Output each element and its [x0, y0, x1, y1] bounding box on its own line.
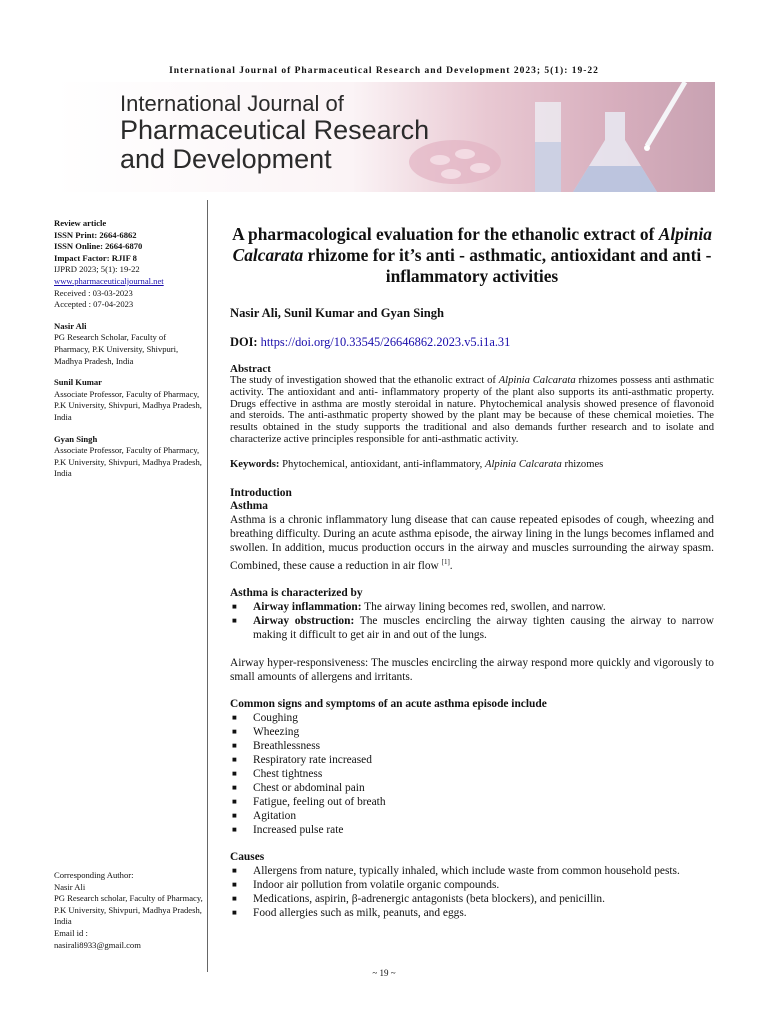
list-item: ■ Coughing	[230, 711, 714, 725]
author-name: Gyan Singh	[54, 433, 98, 444]
list-item: ■ Wheezing	[230, 725, 714, 739]
banner-line-1: International Journal of	[120, 91, 344, 116]
doi-line	[230, 335, 714, 350]
email-label: Email id :	[54, 927, 88, 938]
introduction-heading: Introduction	[230, 486, 292, 499]
list-item: ■ Airway inflammation: The airway lining becomes red, swollen, and narrow.	[230, 600, 714, 614]
list-item: ■ Increased pulse rate	[230, 823, 714, 837]
author-block-3	[54, 434, 204, 480]
characterized-list	[230, 600, 714, 642]
banner-line-3: and Development	[120, 143, 332, 174]
author-name: Sunil Kumar	[54, 377, 102, 388]
corresponding-author-name: Nasir Ali	[54, 881, 86, 892]
list-item: ■ Agitation	[230, 809, 714, 823]
author-block-2	[54, 377, 204, 423]
keywords: Keywords: Phytochemical, antioxidant, anti-inflammatory, Alpinia Calcarata rhizomes	[230, 458, 604, 470]
signs-list	[230, 711, 714, 837]
list-item: ■ Breathlessness	[230, 739, 714, 753]
journal-website-link[interactable]: www.pharmaceuticaljournal.net	[54, 275, 164, 286]
banner-title	[120, 92, 429, 174]
email-address: nasirali8933@gmail.com	[54, 939, 141, 950]
accepted-date: Accepted : 07-04-2023	[54, 299, 134, 310]
list-item: ■ Fatigue, feeling out of breath	[230, 795, 714, 809]
page-number: ~ 19 ~	[372, 968, 396, 978]
ijprd-citation: IJPRD 2023; 5(1): 19-22	[54, 264, 140, 275]
corresponding-author-heading: Corresponding Author:	[54, 870, 134, 880]
column-divider	[207, 200, 208, 972]
impact-factor: Impact Factor: RJIF 8	[54, 252, 137, 263]
corresponding-author-block	[54, 870, 204, 951]
corresponding-author-affiliation: PG Research scholar, Faculty of Pharmacy, P.K University, Shivpuri, Madhya Pradesh, India	[54, 893, 203, 927]
issn-online: ISSN Online: 2664-6870	[54, 241, 143, 252]
causes-heading: Causes	[230, 850, 265, 863]
list-item: ■ Allergens from nature, typically inhaled, which include waste from common household pests.	[230, 864, 714, 878]
article-main	[230, 224, 714, 920]
hyper-responsiveness-paragraph: Airway hyper-responsiveness: The muscles encircling the airway respond more quickly and vigorously to small amounts of allergens and irritants.	[230, 656, 714, 683]
article-authors: Nasir Ali, Sunil Kumar and Gyan Singh	[230, 306, 445, 320]
lab-glassware-illustration	[385, 82, 715, 192]
list-item: ■ Indoor air pollution from volatile organic compounds.	[230, 878, 714, 892]
journal-banner	[54, 82, 715, 192]
author-name: Nasir Ali	[54, 320, 87, 331]
article-info-sidebar	[54, 218, 204, 480]
banner-line-2: Pharmaceutical Research	[120, 114, 430, 145]
list-item: ■ Respiratory rate increased	[230, 753, 714, 767]
issn-print: ISSN Print: 2664-6862	[54, 229, 137, 240]
doi-label: DOI:	[230, 335, 258, 349]
author-affiliation: Associate Professor, Faculty of Pharmacy, P.K University, Shivpuri, Madhya Pradesh, India	[54, 445, 202, 479]
abstract-heading: Abstract	[230, 363, 271, 375]
keywords-label: Keywords:	[230, 458, 280, 470]
asthma-heading: Asthma	[230, 499, 268, 512]
received-date: Received : 03-03-2023	[54, 287, 133, 298]
characterized-heading: Asthma is characterized by	[230, 586, 363, 599]
abstract-text: The study of investigation showed that the ethanolic extract of Alpinia Calcarata rhizomes possess anti asthmatic activity. The antioxidant and anti- inflammatory property of the plant also supports its anti-asthmatic property. Drugs effective in asthma are mostly steroidal in nature. Phytochemical analysis showed presence of flavonoid and steroids. The anti-asthmatic property showed by the plant may be because of these chemical moieties. The results obtained in the study supports the traditional and also demands further research and to isolate and characterize active principles responsible for anti-asthmatic activity.	[230, 375, 714, 445]
list-item: ■ Food allergies such as milk, peanuts, and eggs.	[230, 906, 714, 920]
author-affiliation: PG Research Scholar, Faculty of Pharmacy, P.K University, Shivpuri, Madhya Pradesh, India	[54, 332, 179, 366]
causes-list	[230, 864, 714, 920]
list-item: ■ Medications, aspirin, β-adrenergic antagonists (beta blockers), and penicillin.	[230, 892, 714, 906]
list-item: ■ Chest tightness	[230, 767, 714, 781]
author-affiliation: Associate Professor, Faculty of Pharmacy, P.K University, Shivpuri, Madhya Pradesh, India	[54, 388, 202, 422]
list-item: ■ Chest or abdominal pain	[230, 781, 714, 795]
article-title: A pharmacological evaluation for the ethanolic extract of Alpinia Calcarata rhizome for it’s anti - asthmatic, antioxidant and anti -inflammatory activities	[232, 224, 712, 286]
citation-ref: [1]	[441, 557, 450, 566]
asthma-paragraph: Asthma is a chronic inflammatory lung disease that can cause repeated episodes of cough, wheezing and breathing difficulty. During an acute asthma episode, the airway lining in the lungs becomes inflamed and swollen. In addition, mucus production occurs in the airway and muscles surrounding the airway spasm. Combined, these cause a reduction in air flow [1].	[230, 513, 714, 572]
running-head: International Journal of Pharmaceutical Research and Development 2023; 5(1): 19-22	[169, 66, 599, 76]
article-type: Review article	[54, 218, 107, 228]
author-block-1	[54, 321, 204, 367]
signs-heading: Common signs and symptoms of an acute asthma episode include	[230, 697, 547, 710]
doi-link[interactable]: https://doi.org/10.33545/26646862.2023.v5.i1a.31	[260, 335, 511, 349]
list-item: ■ Airway obstruction: The muscles encircling the airway tighten causing the airway to narrow making it difficult to get air in and out of the lungs.	[230, 614, 714, 642]
